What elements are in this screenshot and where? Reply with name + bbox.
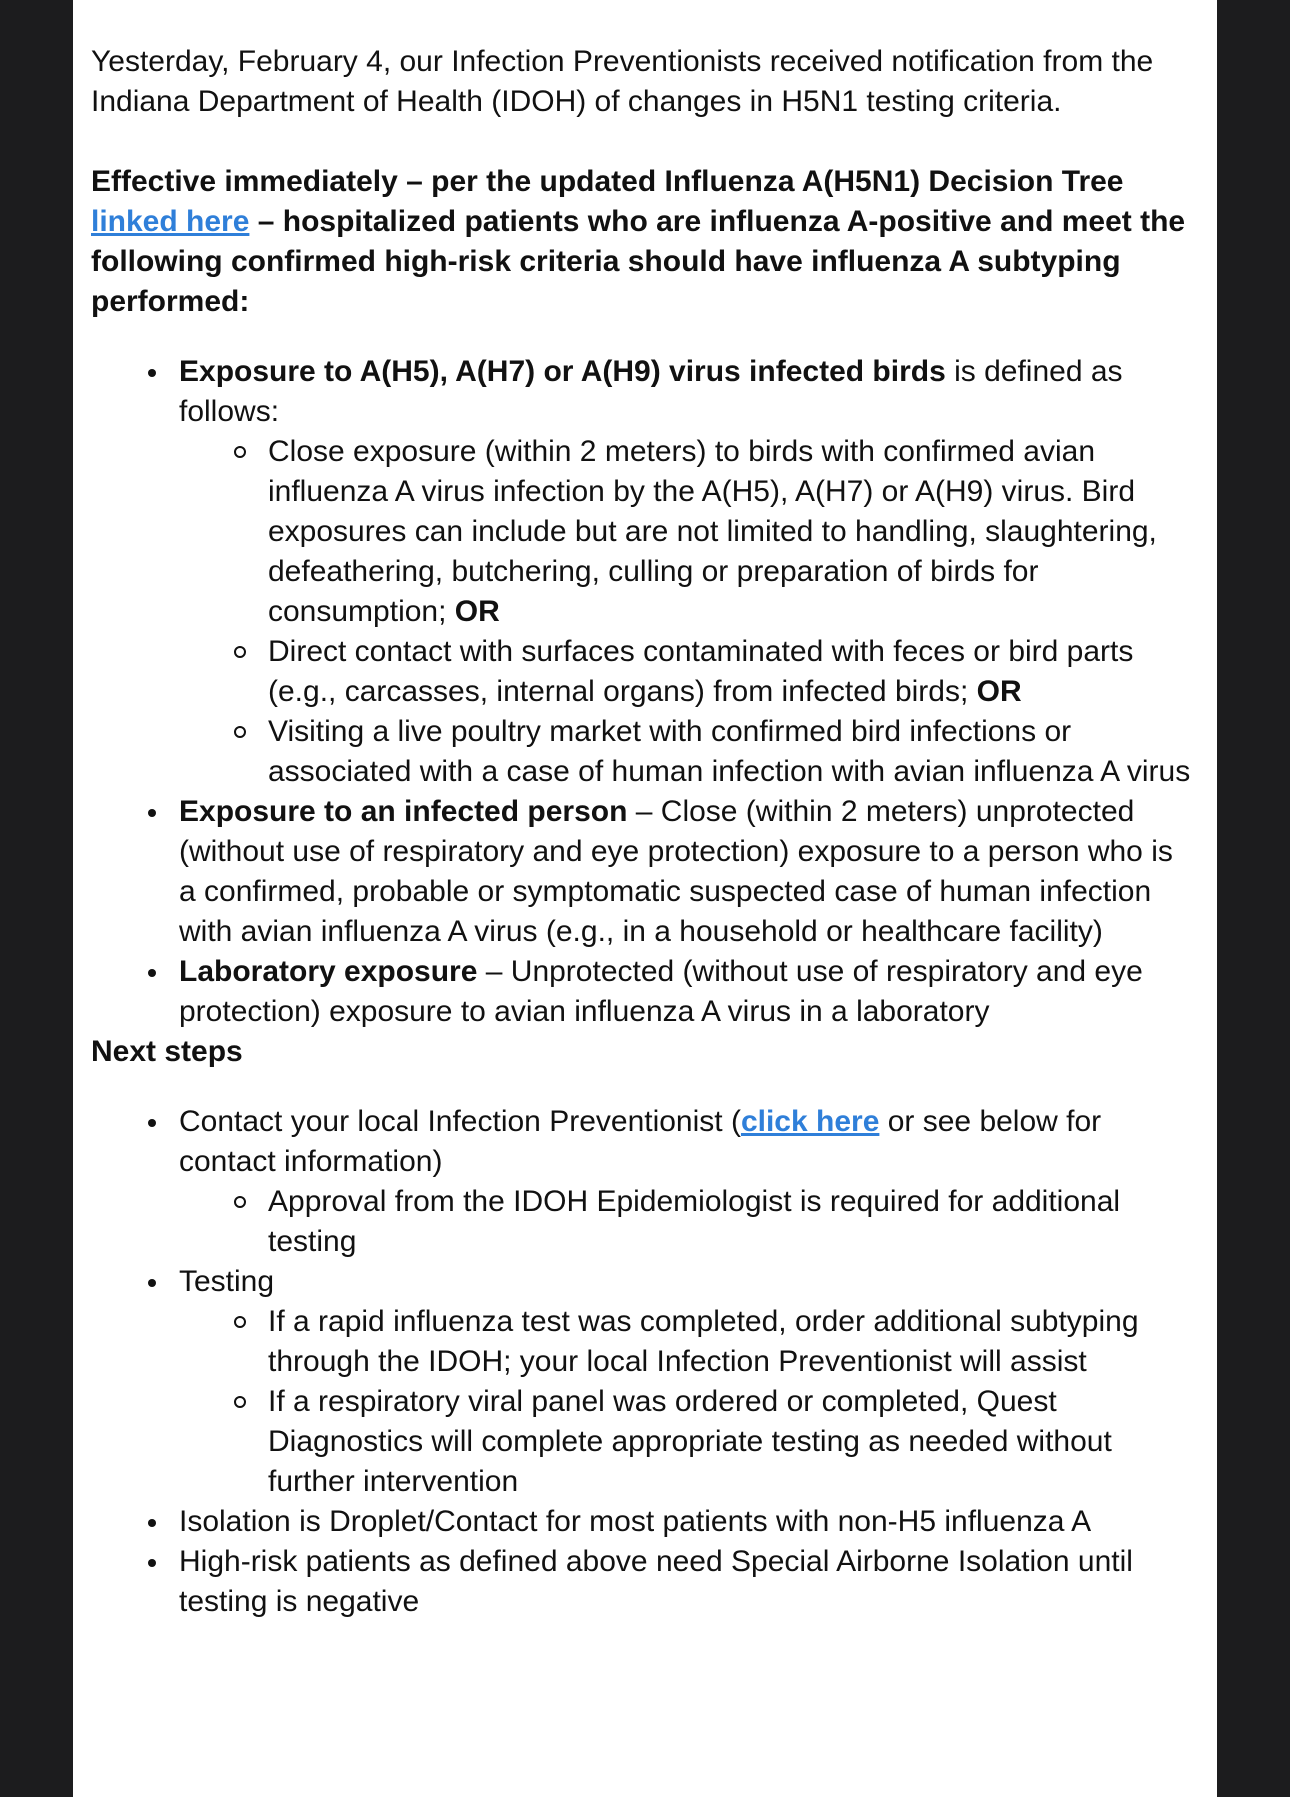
criteria-list [91,352,1191,1032]
email-body-page [73,0,1217,1797]
sublist-item [268,432,1191,632]
effective-text-end: – hospitalized patients who are influenza A-positive and meet the following confirmed high-risk criteria should have influenza A subtyping performed: [91,205,1186,318]
birds-exposure-heading: Exposure to A(H5), A(H7) or A(H9) virus infected birds [179,355,946,388]
list-item-isolation: Isolation is Droplet/Contact for most patients with non-H5 influenza A [179,1502,1191,1542]
contact-sublist [179,1182,1191,1262]
person-exposure-heading: Exposure to an infected person [179,795,628,828]
list-item-contact [179,1102,1191,1262]
intro-paragraph: Yesterday, February 4, our Infection Preventionists received notification from the Indiana Department of Health (IDOH) of changes in H5N1 testing criteria. [91,45,1154,118]
lab-exposure-heading: Laboratory exposure [179,955,478,988]
sublist-item: Approval from the IDOH Epidemiologist is required for additional testing [268,1182,1191,1262]
list-item-lab-exposure [179,952,1191,1032]
sublist-item [268,632,1191,712]
testing-sublist [179,1302,1191,1502]
or-label: OR [976,675,1022,708]
decision-tree-link[interactable]: linked here [91,205,250,238]
birds-exposure-sublist [179,432,1191,792]
contact-text-start: Contact your local Infection Preventionist ( [179,1105,741,1138]
list-item-high-risk: High-risk patients as defined above need Special Airborne Isolation until testing is negative [179,1542,1191,1622]
effective-paragraph [91,162,1191,322]
next-steps-list [91,1102,1191,1622]
sublist-item-text: Close exposure (within 2 meters) to birds with confirmed avian influenza A virus infection by the A(H5), A(H7) or A(H9) virus. Bird exposures can include but are not limited to handling, slaughtering, defeathering, butchering, culling or preparation of birds for consumption; [268,435,1157,628]
contact-click-here-link[interactable]: click here [740,1105,880,1138]
email-content [91,42,1191,1622]
person-exposure-text: – Close (within 2 meters) unprotected (without use of respiratory and eye protection) exposure to a person who is a confirmed, probable or symptomatic suspected case of human infection with avian influenza A virus (e.g., in a household or healthcare facility) [179,795,1173,948]
sublist-item: If a respiratory viral panel was ordered or completed, Quest Diagnostics will complete appropriate testing as needed without further intervention [268,1382,1191,1502]
testing-label: Testing [179,1265,275,1298]
contact-text-end: or see below for contact information) [179,1105,1102,1178]
birds-exposure-text: is defined as follows: [179,355,1123,428]
list-item-person-exposure [179,792,1191,952]
sublist-item-text: Direct contact with surfaces contaminated with feces or bird parts (e.g., carcasses, internal organs) from infected birds; [268,635,1134,708]
sublist-item [268,712,1191,792]
sublist-item: If a rapid influenza test was completed, order additional subtyping through the IDOH; your local Infection Preventionist will assist [268,1302,1191,1382]
lab-exposure-text: – Unprotected (without use of respiratory and eye protection) exposure to avian influenza A virus in a laboratory [179,955,1143,1028]
or-label: OR [454,595,500,628]
next-steps-heading: Next steps [91,1035,243,1068]
effective-text-start: Effective immediately – per the updated Influenza A(H5N1) Decision Tree [91,165,1124,198]
sublist-item-text: Visiting a live poultry market with confirmed bird infections or associated with a case of human infection with avian influenza A virus [268,715,1191,788]
list-item-testing [179,1262,1191,1502]
list-item-birds-exposure [179,352,1191,792]
